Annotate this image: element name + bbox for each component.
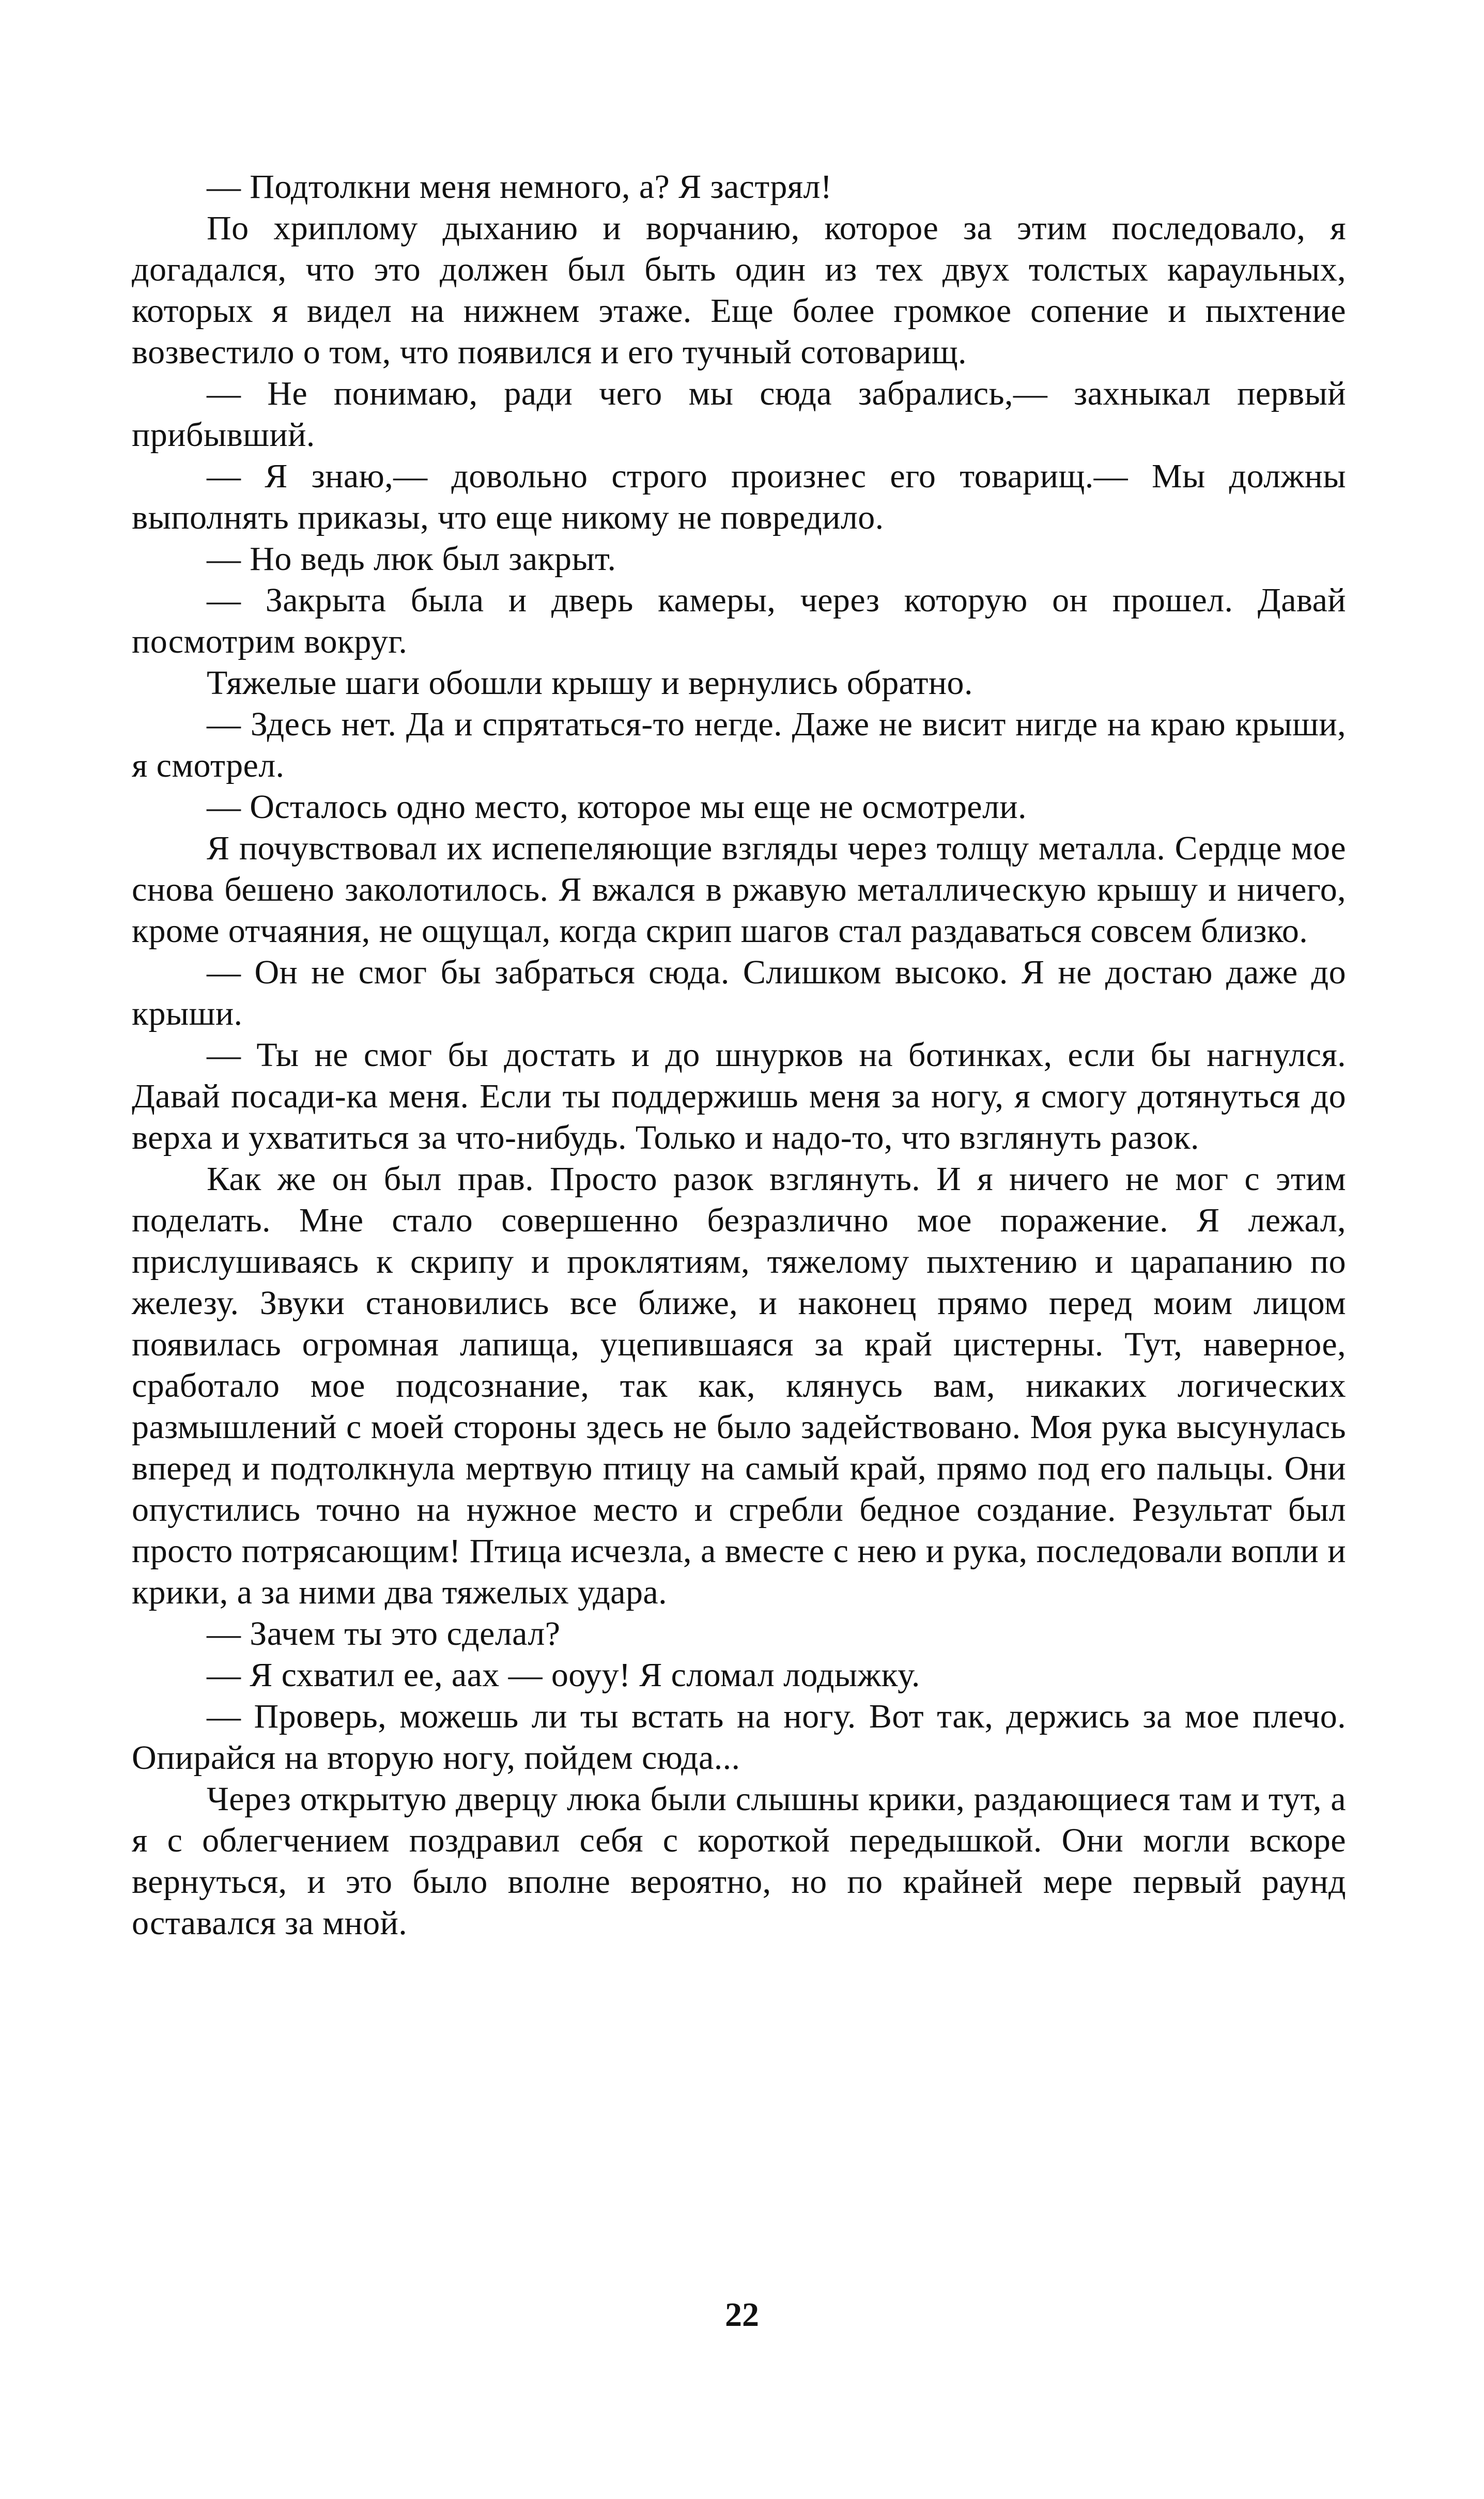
body-text	[132, 166, 1346, 1944]
paragraph: По хриплому дыханию и ворчанию, которое за этим последовало, я догадался, что это должен был быть один из тех двух толстых караульных, которых я видел на нижнем этаже. Еще более громкое сопение и пыхтение возвестило о том, что появился и его тучный сотоварищ.	[132, 209, 1346, 371]
paragraph: — Зачем ты это сделал?	[207, 1615, 561, 1653]
paragraph: Тяжелые шаги обошли крышу и вернулись обратно.	[207, 664, 973, 702]
paragraph: — Осталось одно место, которое мы еще не осмотрели.	[207, 788, 1027, 826]
paragraph: Как же он был прав. Просто разок взглянуть. И я ничего не мог с этим поделать. Мне стало совершенно безразлично мое поражение. Я лежал, прислушиваясь к скрипу и проклятиям, тяжелому пыхтению и царапанию по железу. Звуки становились все ближе, и наконец прямо перед моим лицом появилась огромная лапища, уцепившаяся за край цистерны. Тут, наверное, сработало мое подсознание, так как, клянусь вам, никаких логических размышлений с моей стороны здесь не было задействовано. Моя рука высунулась вперед и подтолкнула мертвую птицу на самый край, прямо под его пальцы. Они опустились точно на нужное место и сгребли бедное создание. Результат был просто потрясающим! Птица исчезла, а вместе с нею и рука, последовали вопли и крики, а за ними два тяжелых удара.	[132, 1160, 1346, 1611]
paragraph: — Я схватил ее, аах — ооуу! Я сломал лодыжку.	[207, 1656, 920, 1694]
paragraph: — Он не смог бы забраться сюда. Слишком высоко. Я не достаю даже до крыши.	[132, 953, 1346, 1032]
paragraph: — Здесь нет. Да и спрятаться-то негде. Даже не висит нигде на краю крыши, я смотрел.	[132, 705, 1346, 784]
paragraph: — Подтолкни меня немного, а? Я застрял!	[207, 168, 832, 206]
paragraph: — Я знаю,— довольно строго произнес его товарищ.— Мы должны выполнять приказы, что еще никому не повредило.	[132, 457, 1346, 536]
paragraph: — Закрыта была и дверь камеры, через которую он прошел. Давай посмотрим вокруг.	[132, 581, 1346, 660]
paragraph: — Проверь, можешь ли ты встать на ногу. Вот так, держись за мое плечо. Опирайся на вторую ногу, пойдем сюда...	[132, 1698, 1346, 1777]
paragraph: — Ты не смог бы достать и до шнурков на ботинках, если бы нагнулся. Давай посади-ка меня. Если ты поддержишь меня за ногу, я смогу дотянуться до верха и ухватиться за что-нибудь. Только и надо-то, что взглянуть разок.	[132, 1036, 1346, 1156]
paragraph: — Не понимаю, ради чего мы сюда забрались,— захныкал первый прибывший.	[132, 375, 1346, 454]
page-number: 22	[725, 2296, 759, 2334]
paragraph: Через открытую дверцу люка были слышны крики, раздающиеся там и тут, а я с облегчением поздравил себя с короткой передышкой. Они могли вскоре вернуться, и это было вполне вероятно, но по крайней мере первый раунд оставался за мной.	[132, 1780, 1346, 1942]
paragraph: — Но ведь люк был закрыт.	[207, 540, 616, 578]
paragraph: Я почувствовал их испепеляющие взгляды через толщу металла. Сердце мое снова бешено заколотилось. Я вжался в ржавую металлическую крышу и ничего, кроме отчаяния, не ощущал, когда скрип шагов стал раздаваться совсем близко.	[132, 829, 1346, 950]
